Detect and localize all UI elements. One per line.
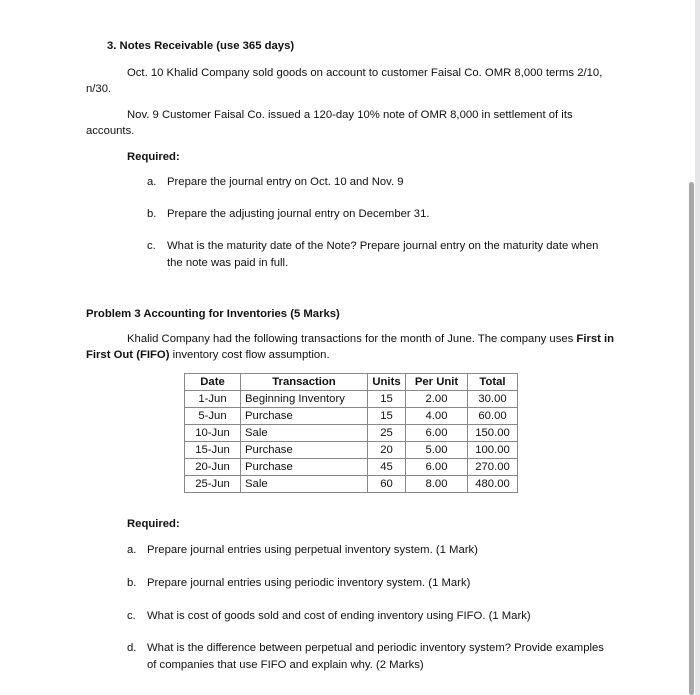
- table-cell: 480.00: [468, 476, 518, 493]
- table-cell: 20-Jun: [185, 459, 241, 476]
- table-cell: 100.00: [468, 442, 518, 459]
- table-cell: 4.00: [406, 408, 468, 425]
- paragraph: [127, 332, 614, 346]
- table-cell: 60: [368, 476, 406, 493]
- col-total: Total: [468, 374, 518, 391]
- required-heading: Required:: [127, 518, 180, 530]
- problem-title: Problem 3 Accounting for Inventories (5 Marks): [86, 308, 340, 320]
- text: inventory cost flow assumption.: [169, 349, 330, 361]
- table-cell: 15: [368, 391, 406, 408]
- list-item: Prepare the journal entry on Oct. 10 and Nov. 9: [167, 176, 404, 188]
- paragraph: Oct. 10 Khalid Company sold goods on account to customer Faisal Co. OMR 8,000 terms 2/10,: [127, 67, 603, 79]
- list-letter: c.: [147, 240, 156, 252]
- table-cell: 2.00: [406, 391, 468, 408]
- table-cell: 5.00: [406, 442, 468, 459]
- table-cell: Purchase: [241, 459, 368, 476]
- table-cell: Sale: [241, 476, 368, 493]
- list-item: What is the maturity date of the Note? Prepare journal entry on the maturity date when: [167, 240, 599, 252]
- table-cell: 270.00: [468, 459, 518, 476]
- list-item: What is cost of goods sold and cost of ending inventory using FIFO. (1 Mark): [147, 610, 531, 622]
- table-row: [185, 459, 518, 476]
- table-cell: 20: [368, 442, 406, 459]
- table-cell: 30.00: [468, 391, 518, 408]
- list-item: the note was paid in full.: [167, 257, 289, 269]
- text: Khalid Company had the following transactions for the month of June. The company uses: [127, 333, 577, 345]
- paragraph: n/30.: [86, 83, 112, 95]
- table-cell: 10-Jun: [185, 425, 241, 442]
- table-cell: Beginning Inventory: [241, 391, 368, 408]
- transactions-table: [184, 373, 518, 493]
- list-letter: c.: [127, 610, 136, 622]
- table-cell: 15: [368, 408, 406, 425]
- paragraph: [86, 348, 330, 362]
- scrollbar-thumb[interactable]: [689, 182, 694, 695]
- list-letter: d.: [127, 642, 137, 654]
- col-transaction: Transaction: [241, 374, 368, 391]
- table-cell: 1-Jun: [185, 391, 241, 408]
- col-units: Units: [368, 374, 406, 391]
- table-cell: 6.00: [406, 459, 468, 476]
- table-cell: 60.00: [468, 408, 518, 425]
- table-cell: 15-Jun: [185, 442, 241, 459]
- table-row: [185, 425, 518, 442]
- table-row: [185, 408, 518, 425]
- text-bold: First in: [576, 333, 615, 345]
- table-cell: Sale: [241, 425, 368, 442]
- col-date: Date: [185, 374, 241, 391]
- table-row: [185, 442, 518, 459]
- paragraph: Nov. 9 Customer Faisal Co. issued a 120-day 10% note of OMR 8,000 in settlement of its: [127, 109, 573, 121]
- scrollbar-track[interactable]: [695, 0, 700, 695]
- table-cell: 8.00: [406, 476, 468, 493]
- required-heading: Required:: [127, 151, 180, 163]
- list-letter: b.: [147, 208, 157, 220]
- list-item: Prepare journal entries using perpetual inventory system. (1 Mark): [147, 544, 478, 556]
- table-cell: 150.00: [468, 425, 518, 442]
- table-cell: 5-Jun: [185, 408, 241, 425]
- table-cell: Purchase: [241, 442, 368, 459]
- table-row: [185, 391, 518, 408]
- table-cell: 25-Jun: [185, 476, 241, 493]
- list-item: What is the difference between perpetual and periodic inventory system? Provide examples: [147, 642, 604, 654]
- list-item: of companies that use FIFO and explain why. (2 Marks): [147, 659, 424, 671]
- table-cell: Purchase: [241, 408, 368, 425]
- list-item: Prepare journal entries using periodic inventory system. (1 Mark): [147, 577, 471, 589]
- table-cell: 6.00: [406, 425, 468, 442]
- paragraph: accounts.: [86, 125, 135, 137]
- col-per-unit: Per Unit: [406, 374, 468, 391]
- list-letter: a.: [127, 544, 137, 556]
- section-title: 3. Notes Receivable (use 365 days): [107, 40, 295, 52]
- list-letter: b.: [127, 577, 137, 589]
- table-cell: 45: [368, 459, 406, 476]
- text-bold: First Out (FIFO): [86, 349, 170, 361]
- list-item: Prepare the adjusting journal entry on December 31.: [167, 208, 430, 220]
- table-cell: 25: [368, 425, 406, 442]
- table-header-row: [185, 374, 518, 391]
- table-row: [185, 476, 518, 493]
- list-letter: a.: [147, 176, 157, 188]
